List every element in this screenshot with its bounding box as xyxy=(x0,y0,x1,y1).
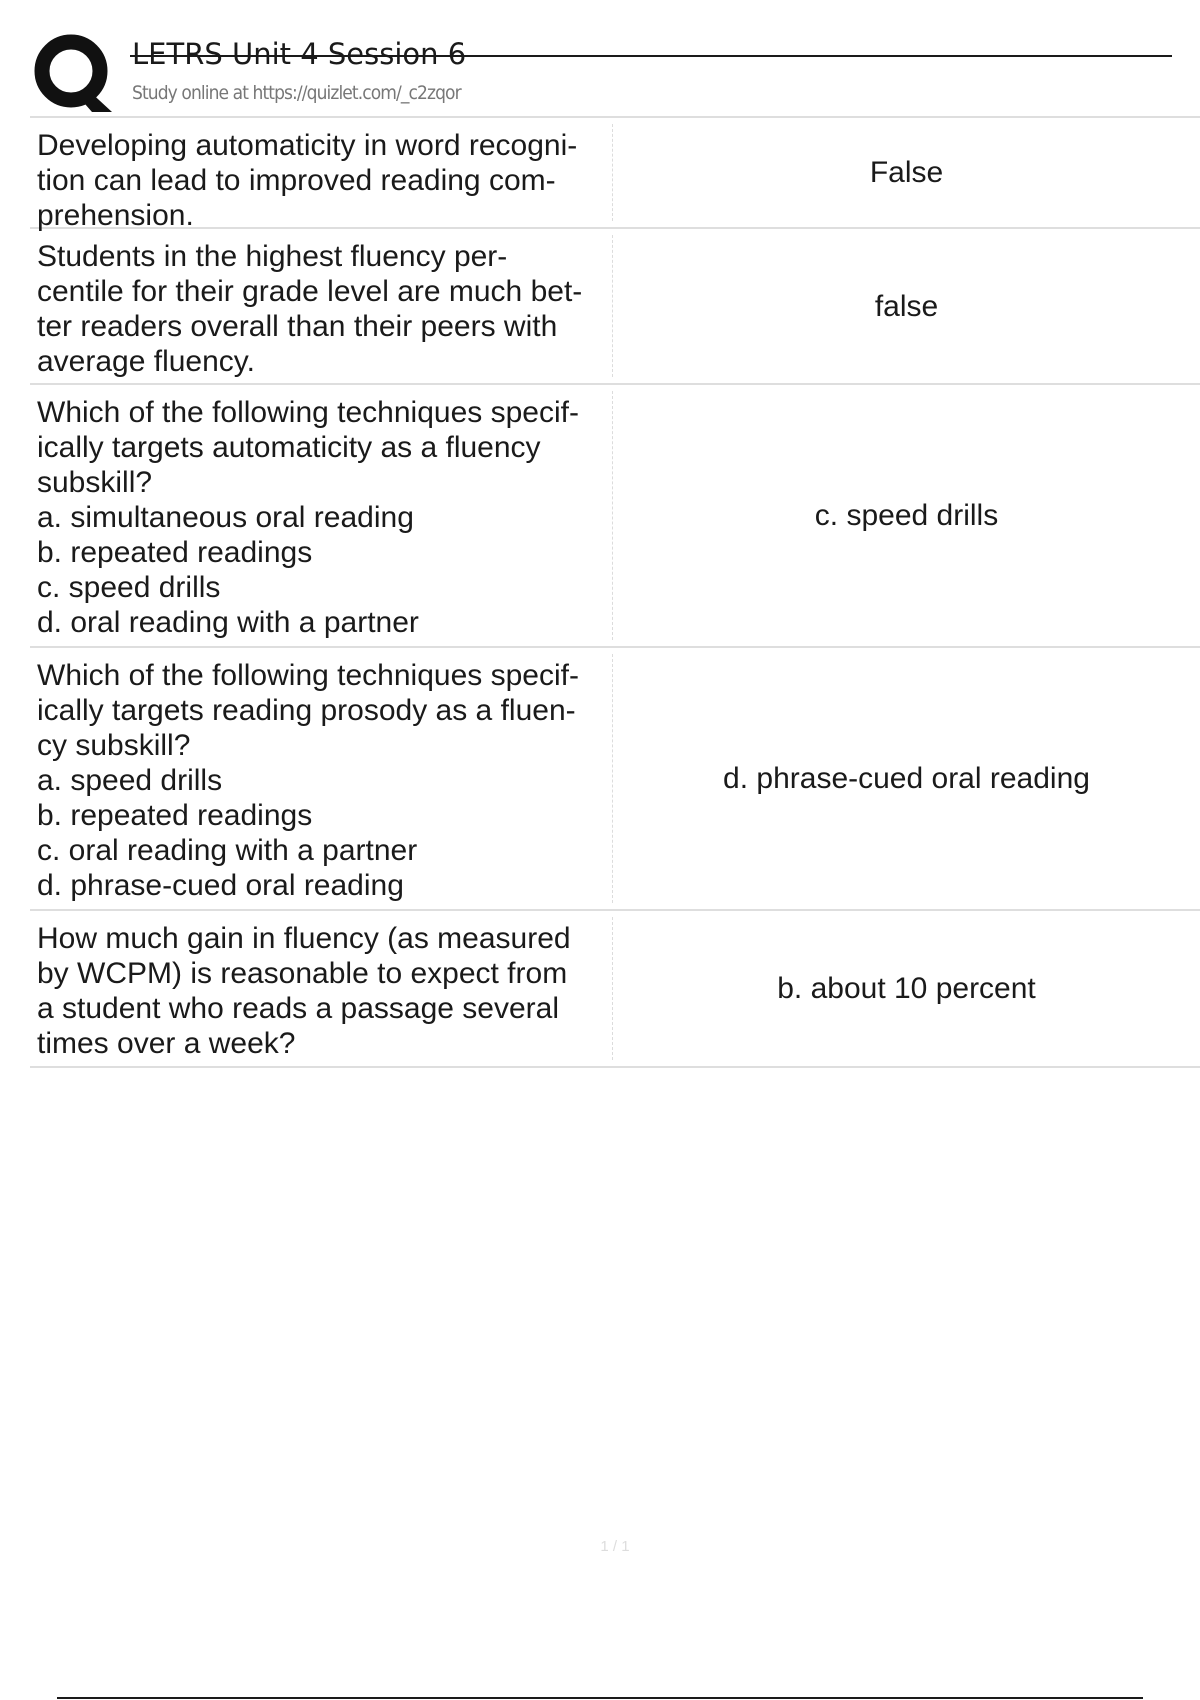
term-line: average fluency. xyxy=(37,345,255,378)
term-line: ically targets automaticity as a fluency xyxy=(37,431,541,464)
term-line: How much gain in fluency (as measured xyxy=(37,922,571,955)
flashcard-row xyxy=(30,118,1200,232)
card-definition: False xyxy=(869,156,944,189)
term-line: Which of the following techniques specif- xyxy=(37,659,579,692)
card-definition: b. about 10 percent xyxy=(777,972,1036,1005)
card-definition: d. phrase-cued oral reading xyxy=(723,762,1090,795)
card-term xyxy=(30,235,613,377)
term-line: b. repeated readings xyxy=(37,536,313,569)
study-online-link[interactable]: Study online at https://quizlet.com/_c2zqor xyxy=(132,82,461,104)
term-line: cy subskill? xyxy=(37,729,191,762)
footer-rule xyxy=(57,1697,1143,1699)
page-header xyxy=(30,30,1150,115)
card-definition: c. speed drills xyxy=(814,499,999,532)
term-line: times over a week? xyxy=(37,1027,296,1060)
card-term xyxy=(30,917,613,1060)
term-line: by WCPM) is reasonable to expect from xyxy=(37,957,568,990)
term-line: a student who reads a passage several xyxy=(37,992,559,1025)
term-line: d. phrase-cued oral reading xyxy=(37,869,404,902)
flashcard-row xyxy=(30,648,1200,911)
term-line: Developing automaticity in word recogni- xyxy=(37,129,578,162)
term-line: tion can lead to improved reading com- xyxy=(37,164,556,197)
card-term xyxy=(30,124,613,232)
term-line: a. simultaneous oral reading xyxy=(37,501,414,534)
term-line: b. repeated readings xyxy=(37,799,313,832)
page-number: 1 / 1 xyxy=(600,1538,630,1555)
flashcard-row xyxy=(30,385,1200,648)
set-title: LETRS Unit 4 Session 6 xyxy=(132,37,467,71)
term-line: c. oral reading with a partner xyxy=(37,834,418,867)
flashcard-row xyxy=(30,229,1200,385)
term-line: a. speed drills xyxy=(37,764,223,797)
term-line: Which of the following techniques specif- xyxy=(37,396,579,429)
term-line: Students in the highest fluency per- xyxy=(37,240,508,273)
term-line: prehension. xyxy=(37,199,194,232)
quizlet-q-logo-icon xyxy=(34,34,112,112)
term-line: ter readers overall than their peers with xyxy=(37,310,558,343)
card-term xyxy=(30,391,613,640)
term-line: subskill? xyxy=(37,466,153,499)
flashcard-row xyxy=(30,911,1200,1068)
term-line: centile for their grade level are much bet- xyxy=(37,275,583,308)
term-line: d. oral reading with a partner xyxy=(37,606,419,639)
card-term xyxy=(30,654,613,903)
term-line: ically targets reading prosody as a fluen- xyxy=(37,694,576,727)
flashcard-table xyxy=(30,116,1200,1068)
card-definition: false xyxy=(874,289,939,323)
term-line: c. speed drills xyxy=(37,571,221,604)
